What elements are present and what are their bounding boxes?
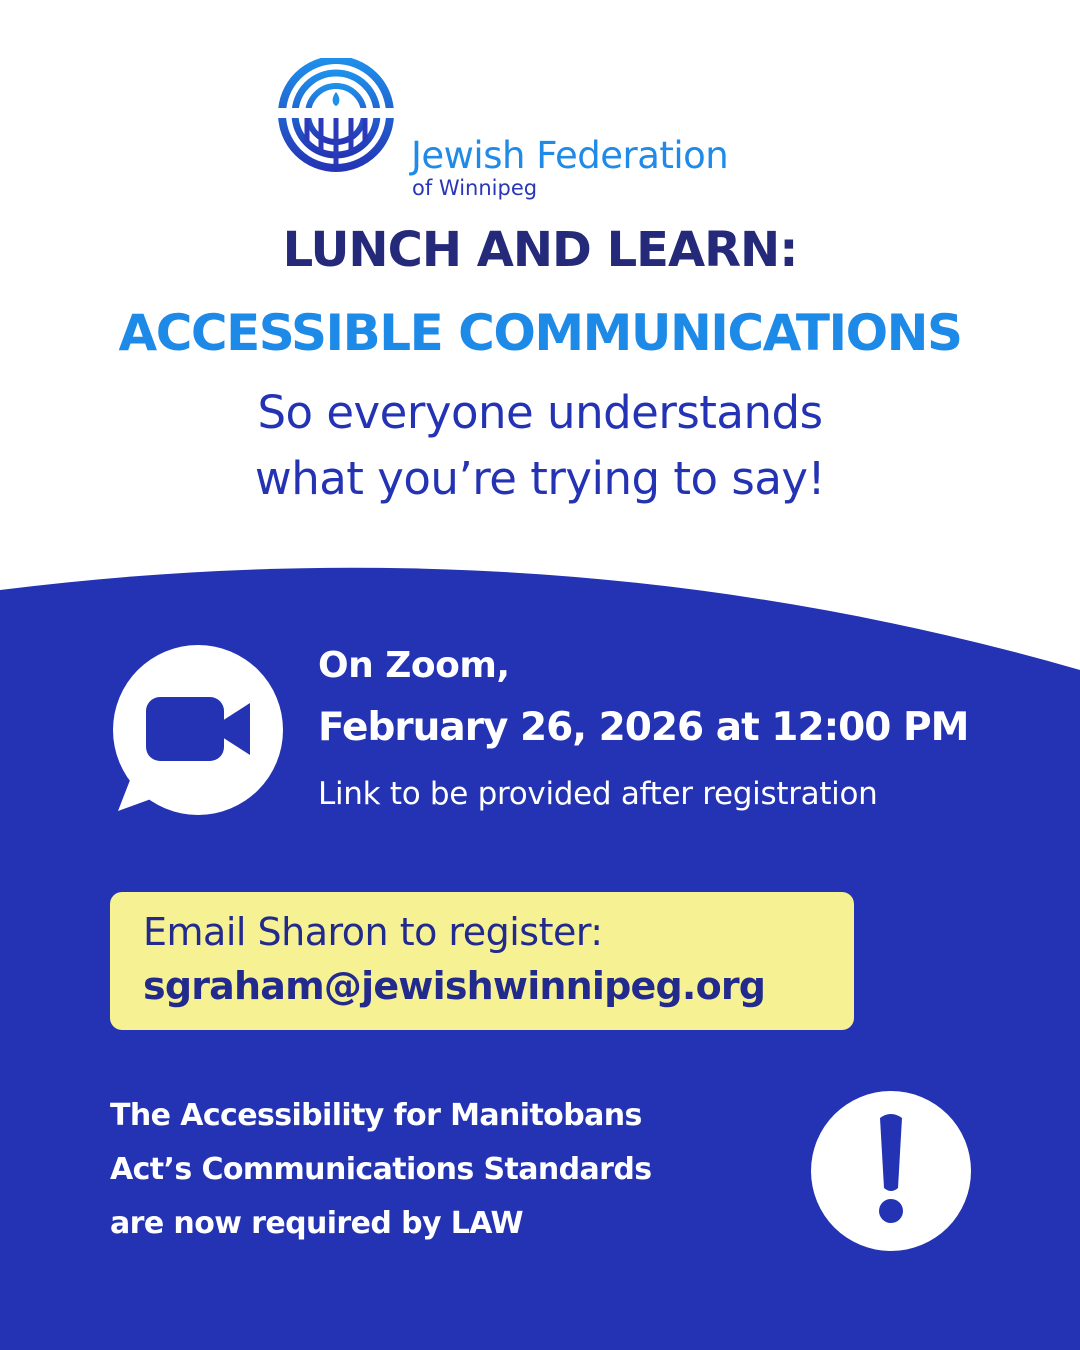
register-callout	[110, 892, 854, 1030]
exclamation-circle-icon	[810, 1090, 972, 1252]
logo-name: Jewish Federation	[411, 134, 729, 177]
headline-subject: ACCESSIBLE COMMUNICATIONS	[118, 304, 962, 362]
logo-subtitle: of Winnipeg	[412, 176, 538, 200]
event-datetime: February 26, 2026 at 12:00 PM	[318, 705, 969, 750]
headline-title: LUNCH AND LEARN:	[282, 222, 798, 278]
notice-line-3: are now required by LAW	[110, 1206, 524, 1241]
register-email-link[interactable]: sgraham@jewishwinnipeg.org	[143, 964, 766, 1008]
event-link-note: Link to be provided after registration	[318, 776, 878, 812]
organization-logo	[276, 58, 816, 200]
video-camera-chat-bubble-icon	[112, 645, 284, 817]
tagline-line-1: So everyone understands	[257, 386, 823, 439]
notice-line-1: The Accessibility for Manitobans	[110, 1098, 642, 1133]
menorah-emblem-icon	[276, 58, 396, 174]
register-prompt: Email Sharon to register:	[143, 910, 603, 954]
tagline-line-2: what you’re trying to say!	[254, 452, 826, 505]
notice-line-2: Act’s Communications Standards	[110, 1152, 652, 1187]
event-platform: On Zoom,	[318, 645, 510, 686]
